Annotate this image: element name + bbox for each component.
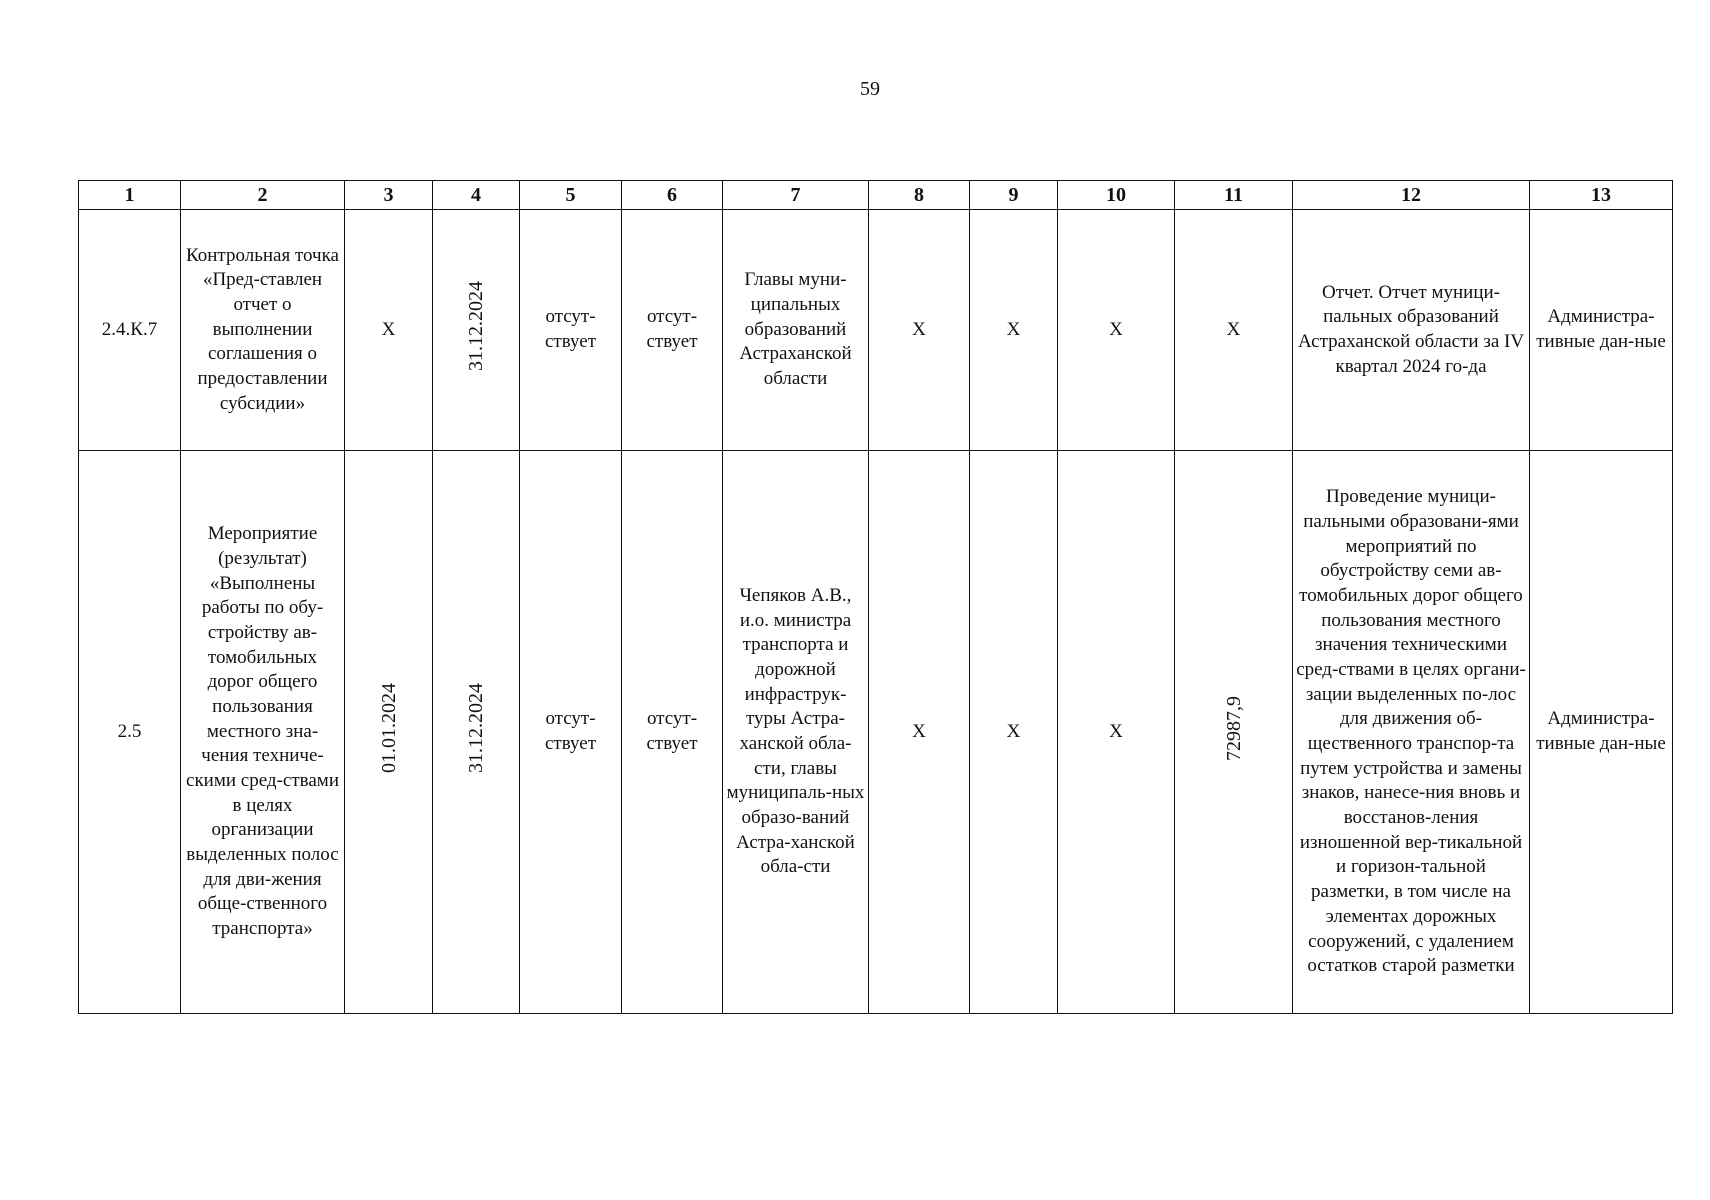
table-cell: Х	[869, 210, 970, 451]
end-date: 31.12.2024	[465, 281, 487, 372]
column-header: 1	[79, 181, 181, 210]
table-cell: отсут-ствует	[622, 451, 723, 1014]
table-row	[79, 210, 1673, 451]
column-header: 4	[433, 181, 520, 210]
page-number: 59	[860, 78, 880, 100]
table-cell: отсут-ствует	[520, 210, 622, 451]
column-header: 8	[869, 181, 970, 210]
column-header: 12	[1293, 181, 1530, 210]
row-number: 2.4.К.7	[79, 210, 181, 451]
description-cell: Проведение муници-пальными образовани-ями мероприятий по обустройству семи ав-томобильных дорог общего пользования местного значения техническими сред-ствами в целях органи-зации выделенных по-лос для движения об-щественного транспор-та путем устройства и замены знаков, нанесе-ния вновь и восстанов-ления изношенной вер-тикальной и горизон-тальной разметки, в том числе на элементах дорожных сооружений, с удалением остатков старой разметки	[1293, 451, 1530, 1014]
table-cell: Х	[970, 210, 1058, 451]
table-cell: Х	[869, 451, 970, 1014]
table-cell: Х	[970, 451, 1058, 1014]
column-header: 2	[181, 181, 345, 210]
table-cell: отсут-ствует	[520, 451, 622, 1014]
end-date-cell	[433, 451, 520, 1014]
column-header: 13	[1530, 181, 1673, 210]
column-header: 11	[1175, 181, 1293, 210]
row-title: Мероприятие (результат) «Выполнены работы по обу-стройству ав-томобильных дорог общего пользования местного зна-чения техниче-скими сред-ствами в целях организации выделенных полос для дви-жения обще-ственного транспорта»	[181, 451, 345, 1014]
column-header: 5	[520, 181, 622, 210]
column-header: 7	[723, 181, 869, 210]
table-cell: отсут-ствует	[622, 210, 723, 451]
activities-table	[78, 180, 1673, 1014]
table-row	[79, 451, 1673, 1014]
description-cell: Отчет. Отчет муници-пальных образований Астраханской области за IV квартал 2024 го-да	[1293, 210, 1530, 451]
column-header: 6	[622, 181, 723, 210]
start-date-cell	[345, 451, 433, 1014]
start-date: 01.01.2024	[377, 683, 400, 774]
table-cell: Х	[1058, 210, 1175, 451]
responsible-cell: Чепяков А.В., и.о. министра транспорта и дорожной инфраструк-туры Астра-ханской обла-сти, главы муниципаль-ных образо-ваний Астра-ханской обла-сти	[723, 451, 869, 1014]
column-header: 9	[970, 181, 1058, 210]
amount-cell	[1175, 451, 1293, 1014]
amount: 72987,9	[1222, 695, 1245, 761]
end-date-cell	[433, 210, 520, 451]
source-cell: Администра-тивные дан-ные	[1530, 451, 1673, 1014]
amount-cell: Х	[1175, 210, 1293, 451]
responsible-cell: Главы муни-ципальных образований Астраханской области	[723, 210, 869, 451]
table-cell: Х	[1058, 451, 1175, 1014]
column-header: 10	[1058, 181, 1175, 210]
start-date-cell: Х	[345, 210, 433, 451]
column-header: 3	[345, 181, 433, 210]
source-cell: Администра-тивные дан-ные	[1530, 210, 1673, 451]
row-title: Контрольная точка «Пред-ставлен отчет о выполнении соглашения о предоставлении субсидии»	[181, 210, 345, 451]
end-date: 31.12.2024	[465, 683, 487, 774]
row-number: 2.5	[79, 451, 181, 1014]
header-row	[79, 181, 1673, 210]
